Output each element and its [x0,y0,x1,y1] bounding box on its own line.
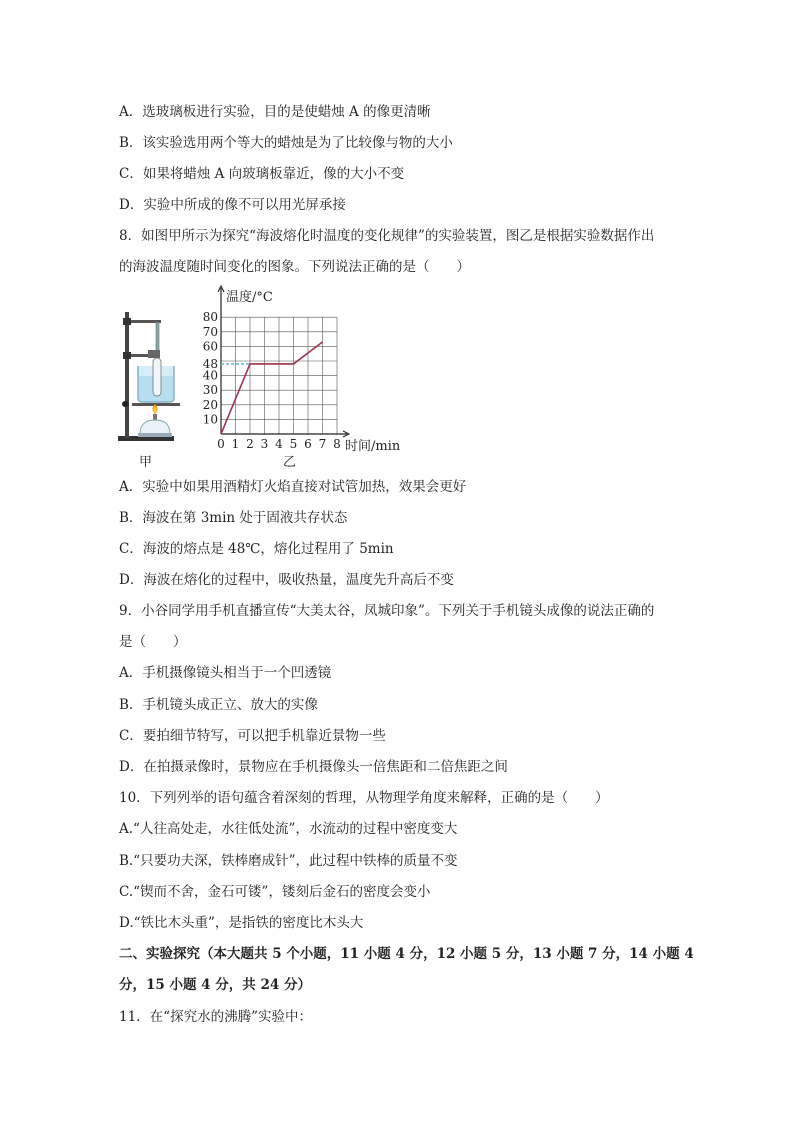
x-axis-label: 时间/min [345,439,401,454]
q9-stem-line1: 9．小谷同学用手机直播宣传“大美太谷，凤城印象”。下列关于手机镜头成像的说法正确的 [119,603,655,619]
x-tick-label: 8 [333,437,341,451]
q11-stem: 11．在“探究水的沸腾”实验中： [119,1009,312,1025]
q8-stem-line2: 的海波温度随时间变化的图象。下列说法正确的是（ ） [119,259,470,275]
y-tick-label: 40 [202,368,218,383]
figure-label-yi: 乙 [283,455,297,470]
x-tick-label: 2 [246,437,254,451]
x-tick-label: 5 [289,437,298,451]
q7-option-c: C．如果将蜡烛 A 向玻璃板靠近，像的大小不变 [119,166,405,182]
q10-option-a: A.“人往高处走，水往低处流”，水流动的过程中密度变大 [119,821,458,837]
q9-option-a: A．手机摄像镜头相当于一个凹透镜 [119,665,332,681]
q10-stem: 10．下列列举的语句蕴含着深刻的哲理，从物理学角度来解释，正确的是（ ） [119,790,609,806]
temperature-series-line [221,342,323,434]
q8-stem-line1: 8．如图甲所示为探究“海波熔化时温度的变化规律”的实验装置，图乙是根据实验数据作出 [119,228,655,244]
q10-option-b: B.“只要功夫深，铁棒磨成针”，此过程中铁棒的质量不变 [119,853,458,869]
x-tick-label: 7 [318,437,327,451]
test-tube [153,358,161,396]
y-tick-label: 80 [202,310,218,325]
y-axis-label: 温度/°C [226,290,273,305]
q7-option-b: B．该实验选用两个等大的蜡烛是为了比较像与物的大小 [119,135,453,151]
x-tick-label: 1 [231,437,240,451]
q8-option-c: C．海波的熔点是 48℃，熔化过程用了 5min [119,541,394,557]
x-tick-label: 6 [304,437,312,451]
q9-option-b: B．手机镜头成正立、放大的实像 [119,697,318,713]
figure-label-jia: 甲 [139,455,153,470]
stand-rod [125,312,129,438]
x-tick-label: 4 [275,437,283,451]
q8-option-a: A．实验中如果用酒精灯火焰直接对试管加热，效果会更好 [119,479,467,495]
y-tick-label: 10 [202,412,218,427]
q9-option-d: D．在拍摄录像时，景物应在手机摄像头一倍焦距和二倍焦距之间 [119,759,508,775]
q7-option-d: D．实验中所成的像不可以用光屏承接 [119,197,346,213]
alcohol-lamp [140,420,170,434]
y-tick-labels [203,310,218,426]
chart-axes [218,286,349,437]
chart-series [221,342,323,434]
x-tick-label: 3 [260,437,269,451]
y-tick-label: 30 [202,383,218,398]
q10-option-c: C.“锲而不舍，金石可镂”，镂刻后金石的密度会变小 [119,884,431,900]
melting-apparatus-figure [112,300,180,450]
y-tick-label: 48 [202,356,218,371]
x-tick-label: 0 [217,437,225,451]
q7-option-a: A．选玻璃板进行实验，目的是使蜡烛 A 的像更清晰 [119,104,431,120]
y-tick-label: 20 [202,397,218,412]
y-tick-label: 60 [202,339,218,354]
q8-option-d: D．海波在熔化的过程中，吸收热量，温度先升高后不变 [119,572,454,588]
q9-stem-line2: 是（ ） [119,634,187,650]
y-tick-label: 70 [202,324,218,339]
chart-grid [221,317,337,434]
temperature-time-chart [196,282,412,458]
q10-option-d: D.“铁比木头重”，是指铁的密度比木头大 [119,915,364,931]
q9-option-c: C．要拍细节特写，可以把手机靠近景物一些 [119,728,386,744]
q8-option-b: B．海波在第 3min 处于固液共存状态 [119,510,348,526]
section2-heading-line2: 分，15 小题 4 分，共 24 分） [119,977,311,993]
section2-heading-line1: 二、实验探究（本大题共 5 个小题，11 小题 4 分，12 小题 5 分，13 小题 7 分，14 小题 4 [119,946,694,962]
x-tick-labels [217,437,341,451]
